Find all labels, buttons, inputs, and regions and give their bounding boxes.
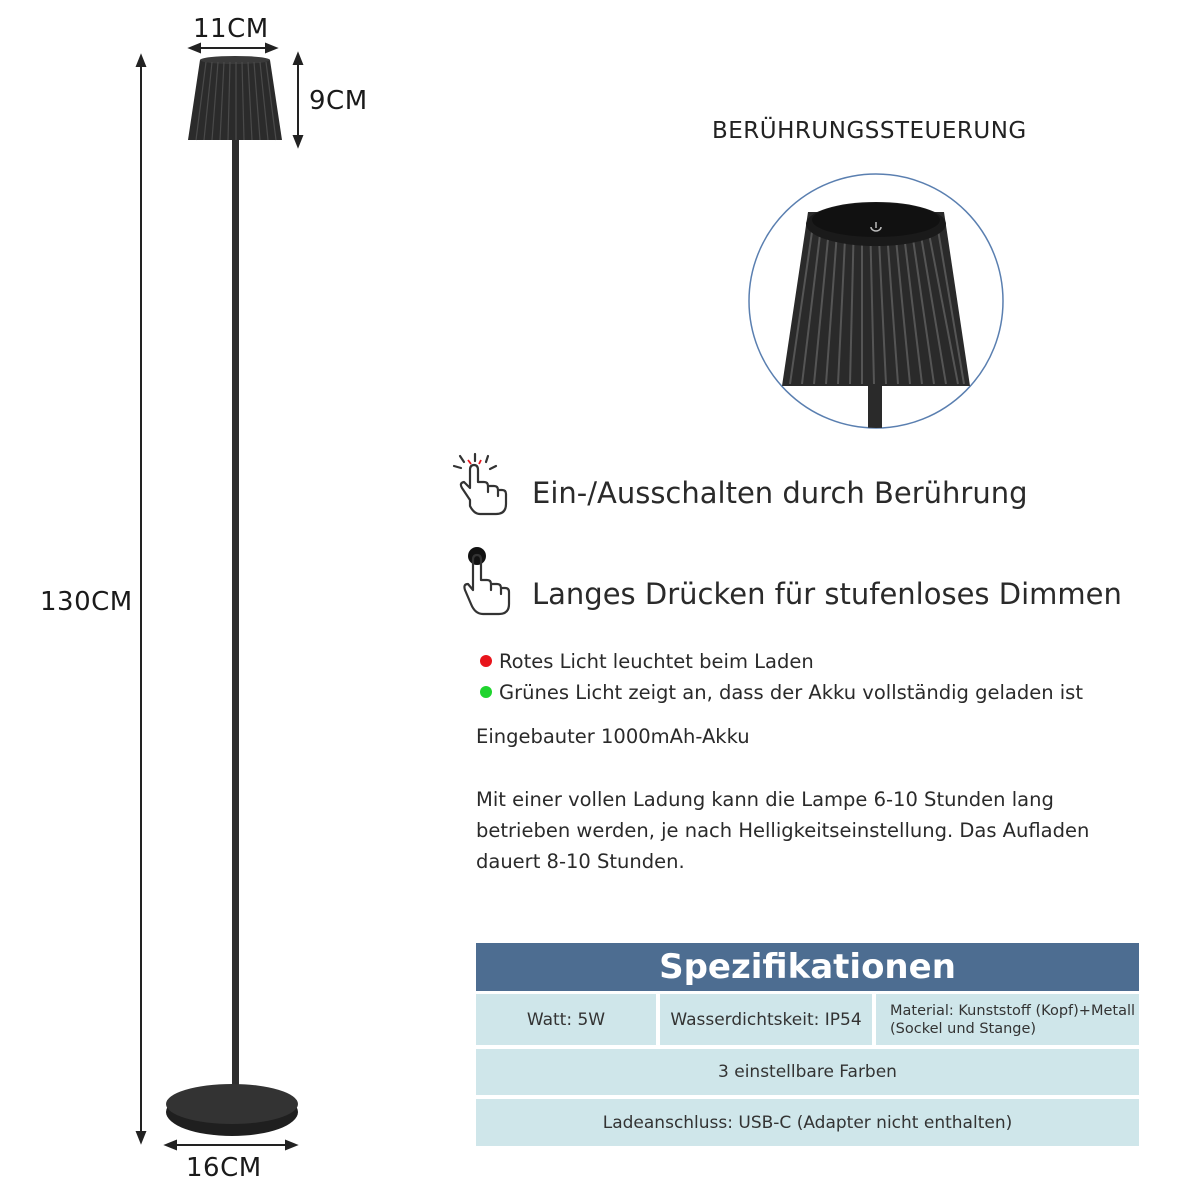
indicator-red-text: Rotes Licht leuchtet beim Laden [499,650,814,673]
lamp-shade [188,56,282,140]
base-width-arrow [166,1141,296,1149]
spec-material: Material: Kunststoff (Kopf)+Metall (Sockel und Stange) [876,994,1139,1045]
feature-long-press-dimming: Langes Drücken für stufenloses Dimmen [532,577,1122,611]
touch-control-heading: BERÜHRUNGSSTEUERUNG [712,118,1027,144]
spec-watt: Watt: 5W [476,994,656,1045]
green-dot-icon [480,686,492,698]
spec-table-title: Spezifikationen [476,943,1139,991]
base-width-label: 16CM [186,1153,262,1183]
spec-colors: 3 einstellbare Farben [476,1049,1139,1095]
long-press-hand-icon [455,540,519,620]
lamp-pole [232,140,239,1110]
lamp-base [166,1084,298,1136]
indicator-green-row [480,681,1083,704]
total-height-label: 130CM [40,587,133,617]
spec-charging: Ladeanschluss: USB-C (Adapter nicht enthalten) [476,1099,1139,1146]
touch-hand-icon [450,452,518,520]
feature-touch-toggle: Ein-/Ausschalten durch Berührung [532,476,1028,510]
spec-waterproof: Wasserdichtskeit: IP54 [660,994,872,1045]
touch-control-closeup [748,172,1004,430]
indicator-green-text: Grünes Licht zeigt an, dass der Akku vollständig geladen ist [499,681,1083,704]
runtime-text: Mit einer vollen Ladung kann die Lampe 6-10 Stunden lang betrieben werden, je nach Helligkeitseinstellung. Das Aufladen dauert 8-10 Stunden. [476,788,1090,873]
shade-width-arrow [190,44,276,52]
red-dot-icon [480,655,492,667]
shade-width-label: 11CM [193,14,269,44]
battery-text: Eingebauter 1000mAh-Akku [476,725,750,748]
shade-height-arrow [294,54,302,146]
total-height-arrow [137,56,145,1142]
indicator-red-row [480,650,814,673]
shade-height-label: 9CM [309,86,368,116]
